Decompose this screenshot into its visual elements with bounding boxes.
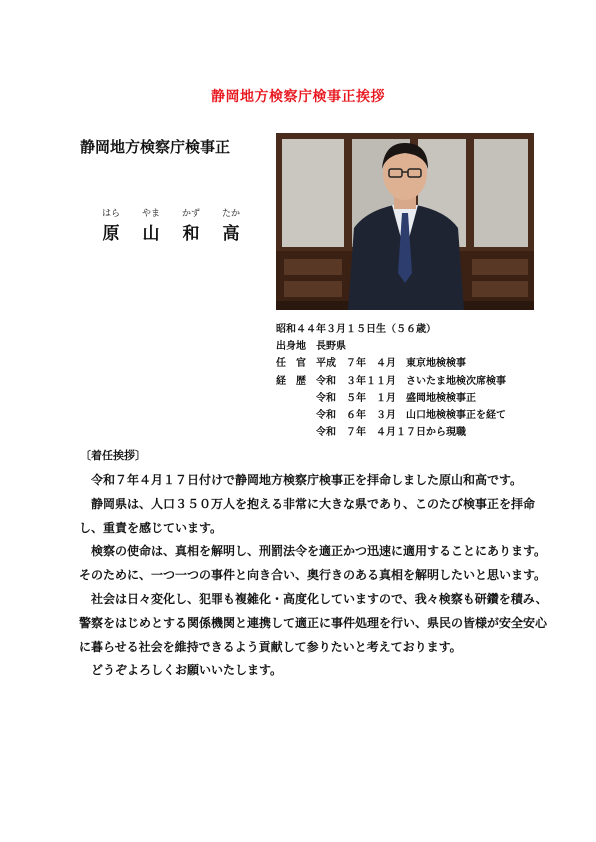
career-item: 経 歴 令和 ３年１１月 さいたま地検次席検事	[276, 375, 506, 387]
name-kanji-1: 原	[102, 224, 120, 244]
person-name	[96, 206, 256, 246]
profile-info	[276, 321, 506, 441]
page-title: 静岡地方検察庁検事正挨拶	[211, 89, 385, 105]
career-item: 令和 ７年 ４月１７日から現職	[276, 427, 466, 439]
name-reading-3: かず	[181, 209, 200, 219]
career-item: 令和 ６年 ３月 山口地検検事正を経て	[276, 410, 506, 422]
greeting-body	[79, 469, 555, 683]
name-kanji-4: 高	[222, 224, 240, 244]
section-label: 〔着任挨拶〕	[80, 449, 146, 462]
name-reading-4: たか	[221, 209, 240, 219]
name-reading-2: やま	[141, 209, 160, 219]
name-kanji-3: 和	[182, 224, 200, 244]
paragraph: 社会は日々変化し、犯罪も複雑化・高度化していますので、我々検察も研鑽を積み、警察をはじめとする関係機関と連携して適正に事件処理を行い、県民の皆様が安全安心に暮らせる社会を維持できるよう貢献して参りたいと考えております。	[79, 591, 548, 654]
birth-date: 昭和４４年３月１５日生（５６歳）	[276, 324, 436, 335]
paragraph: 令和７年４月１７日付けで静岡地方検察庁検事正を拝命しました原山和高です。	[91, 473, 523, 487]
career-item: 令和 ５年 １月 盛岡地検検事正	[276, 392, 476, 404]
paragraph: 静岡県は、人口３５０万人を抱える非常に大きな県であり、このたび検事正を拝命し、重責を感じています。	[79, 496, 536, 535]
name-kanji-2: 山	[142, 224, 160, 244]
birthplace: 出身地 長野県	[276, 341, 346, 353]
paragraph: 検察の使命は、真相を解明し、刑罰法令を適正かつ迅速に適用することにあります。そのために、一つ一つの事件と向き合い、奥行きのある真相を解明したいと思います。	[79, 544, 547, 583]
appointment: 任 官 平成 ７年 ４月 東京地検検事	[276, 358, 466, 370]
job-position: 静岡地方検察庁検事正	[80, 138, 231, 156]
paragraph: どうぞよろしくお願いいたします。	[91, 663, 283, 678]
portrait-photo	[276, 133, 534, 310]
name-reading-1: はら	[101, 209, 120, 219]
